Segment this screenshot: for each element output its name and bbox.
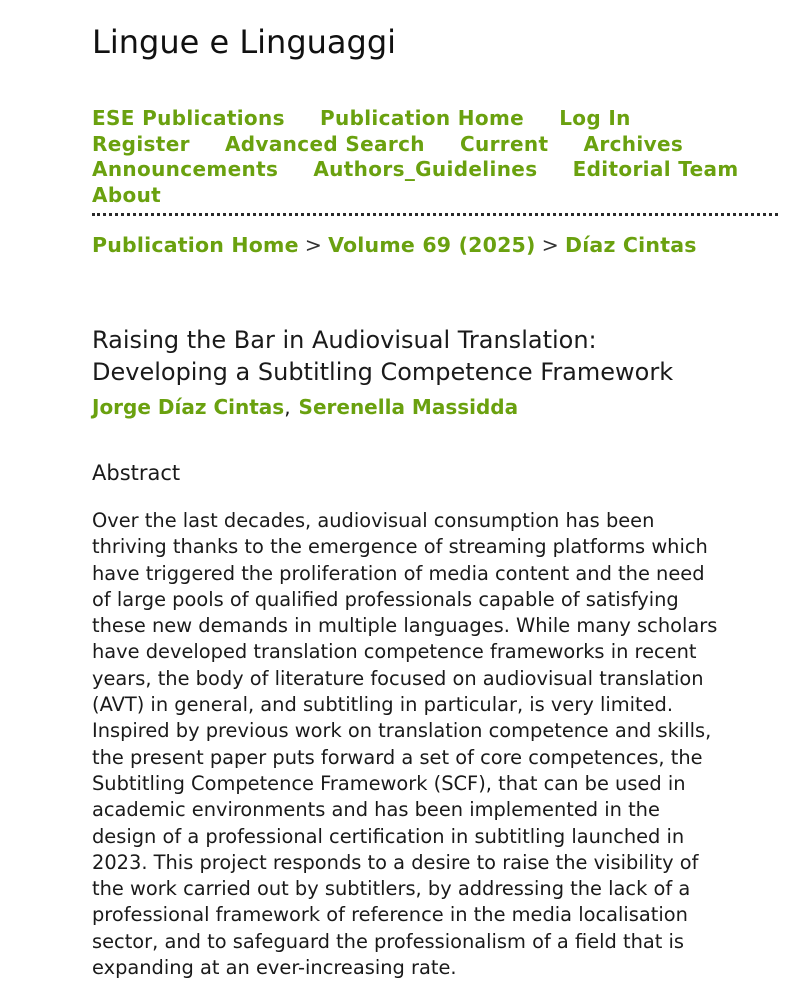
abstract-line: academic environments and has been implemented in the: [92, 798, 660, 822]
article-title-line: Developing a Subtitling Competence Framework: [92, 358, 674, 386]
site-title: Lingue e Linguaggi: [92, 23, 397, 61]
nav-link-announcements[interactable]: Announcements: [92, 157, 279, 181]
author-link[interactable]: Jorge Díaz Cintas: [92, 395, 285, 419]
breadcrumb-publication-home[interactable]: Publication Home: [92, 233, 299, 257]
nav-link-archives[interactable]: Archives: [583, 131, 684, 156]
breadcrumb-current-article[interactable]: Díaz Cintas: [564, 233, 697, 257]
abstract-line: (AVT) in general, and subtitling in particular, is very limited.: [92, 693, 674, 717]
abstract-line: of large pools of qualified professionals capable of satisfying: [92, 587, 679, 611]
abstract-line: the work carried out by subtitlers, by addressing the lack of a: [92, 877, 691, 901]
nav-link-authors-guidelines[interactable]: Authors_Guidelines: [313, 157, 538, 181]
author-link[interactable]: Serenella Massidda: [298, 395, 519, 419]
nav-divider: [92, 213, 778, 216]
nav-link-current[interactable]: Current: [459, 131, 549, 156]
nav-row: [92, 183, 782, 209]
breadcrumb-separator: >: [304, 233, 323, 257]
nav-link-register[interactable]: Register: [92, 131, 190, 156]
abstract-line: sector, and to safeguard the professionalism of a field that is: [92, 929, 685, 953]
nav-link-about[interactable]: About: [92, 182, 162, 207]
abstract-line: professional framework of reference in the media localisation: [92, 903, 688, 927]
nav-link-editorial-team[interactable]: Editorial Team: [572, 157, 739, 181]
abstract-line: thriving thanks to the emergence of streaming platforms which: [92, 535, 708, 559]
nav-link-publication-home[interactable]: Publication Home: [319, 106, 525, 130]
abstract-line: design of a professional certification in subtitling launched in: [92, 824, 685, 848]
nav-link-advanced-search[interactable]: Advanced Search: [224, 131, 425, 156]
abstract-line: years, the body of literature focused on audiovisual translation: [92, 666, 704, 690]
abstract-line: these new demands in multiple languages. While many scholars: [92, 614, 718, 638]
abstract-heading: Abstract: [92, 461, 181, 485]
author-separator: ,: [284, 395, 291, 419]
abstract-text: [92, 508, 782, 981]
breadcrumb-volume[interactable]: Volume 69 (2025): [328, 233, 536, 257]
nav-link-ese-publications[interactable]: ESE Publications: [92, 106, 285, 130]
abstract-line: the present paper puts forward a set of core competences, the: [92, 745, 703, 769]
article-title-line: Raising the Bar in Audiovisual Translation:: [92, 326, 597, 354]
abstract-line: have triggered the proliferation of media content and the need: [92, 561, 705, 585]
breadcrumb-separator: >: [541, 233, 559, 257]
breadcrumb: [92, 230, 697, 260]
nav-row: [92, 157, 782, 183]
nav-row: [92, 132, 782, 158]
abstract-line: expanding at an ever-increasing rate.: [92, 956, 457, 980]
main-navigation: [92, 106, 782, 208]
nav-row: [92, 106, 782, 132]
nav-link-log-in[interactable]: Log In: [559, 106, 631, 130]
abstract-line: Inspired by previous work on translation competence and skills,: [92, 719, 712, 743]
article-title: [92, 324, 782, 388]
abstract-line: have developed translation competence frameworks in recent: [92, 640, 697, 664]
article-authors: [92, 392, 518, 422]
abstract-line: Subtitling Competence Framework (SCF), that can be used in: [92, 771, 686, 795]
abstract-line: Over the last decades, audiovisual consumption has been: [92, 509, 655, 532]
abstract-line: 2023. This project responds to a desire to raise the visibility of: [92, 850, 699, 874]
